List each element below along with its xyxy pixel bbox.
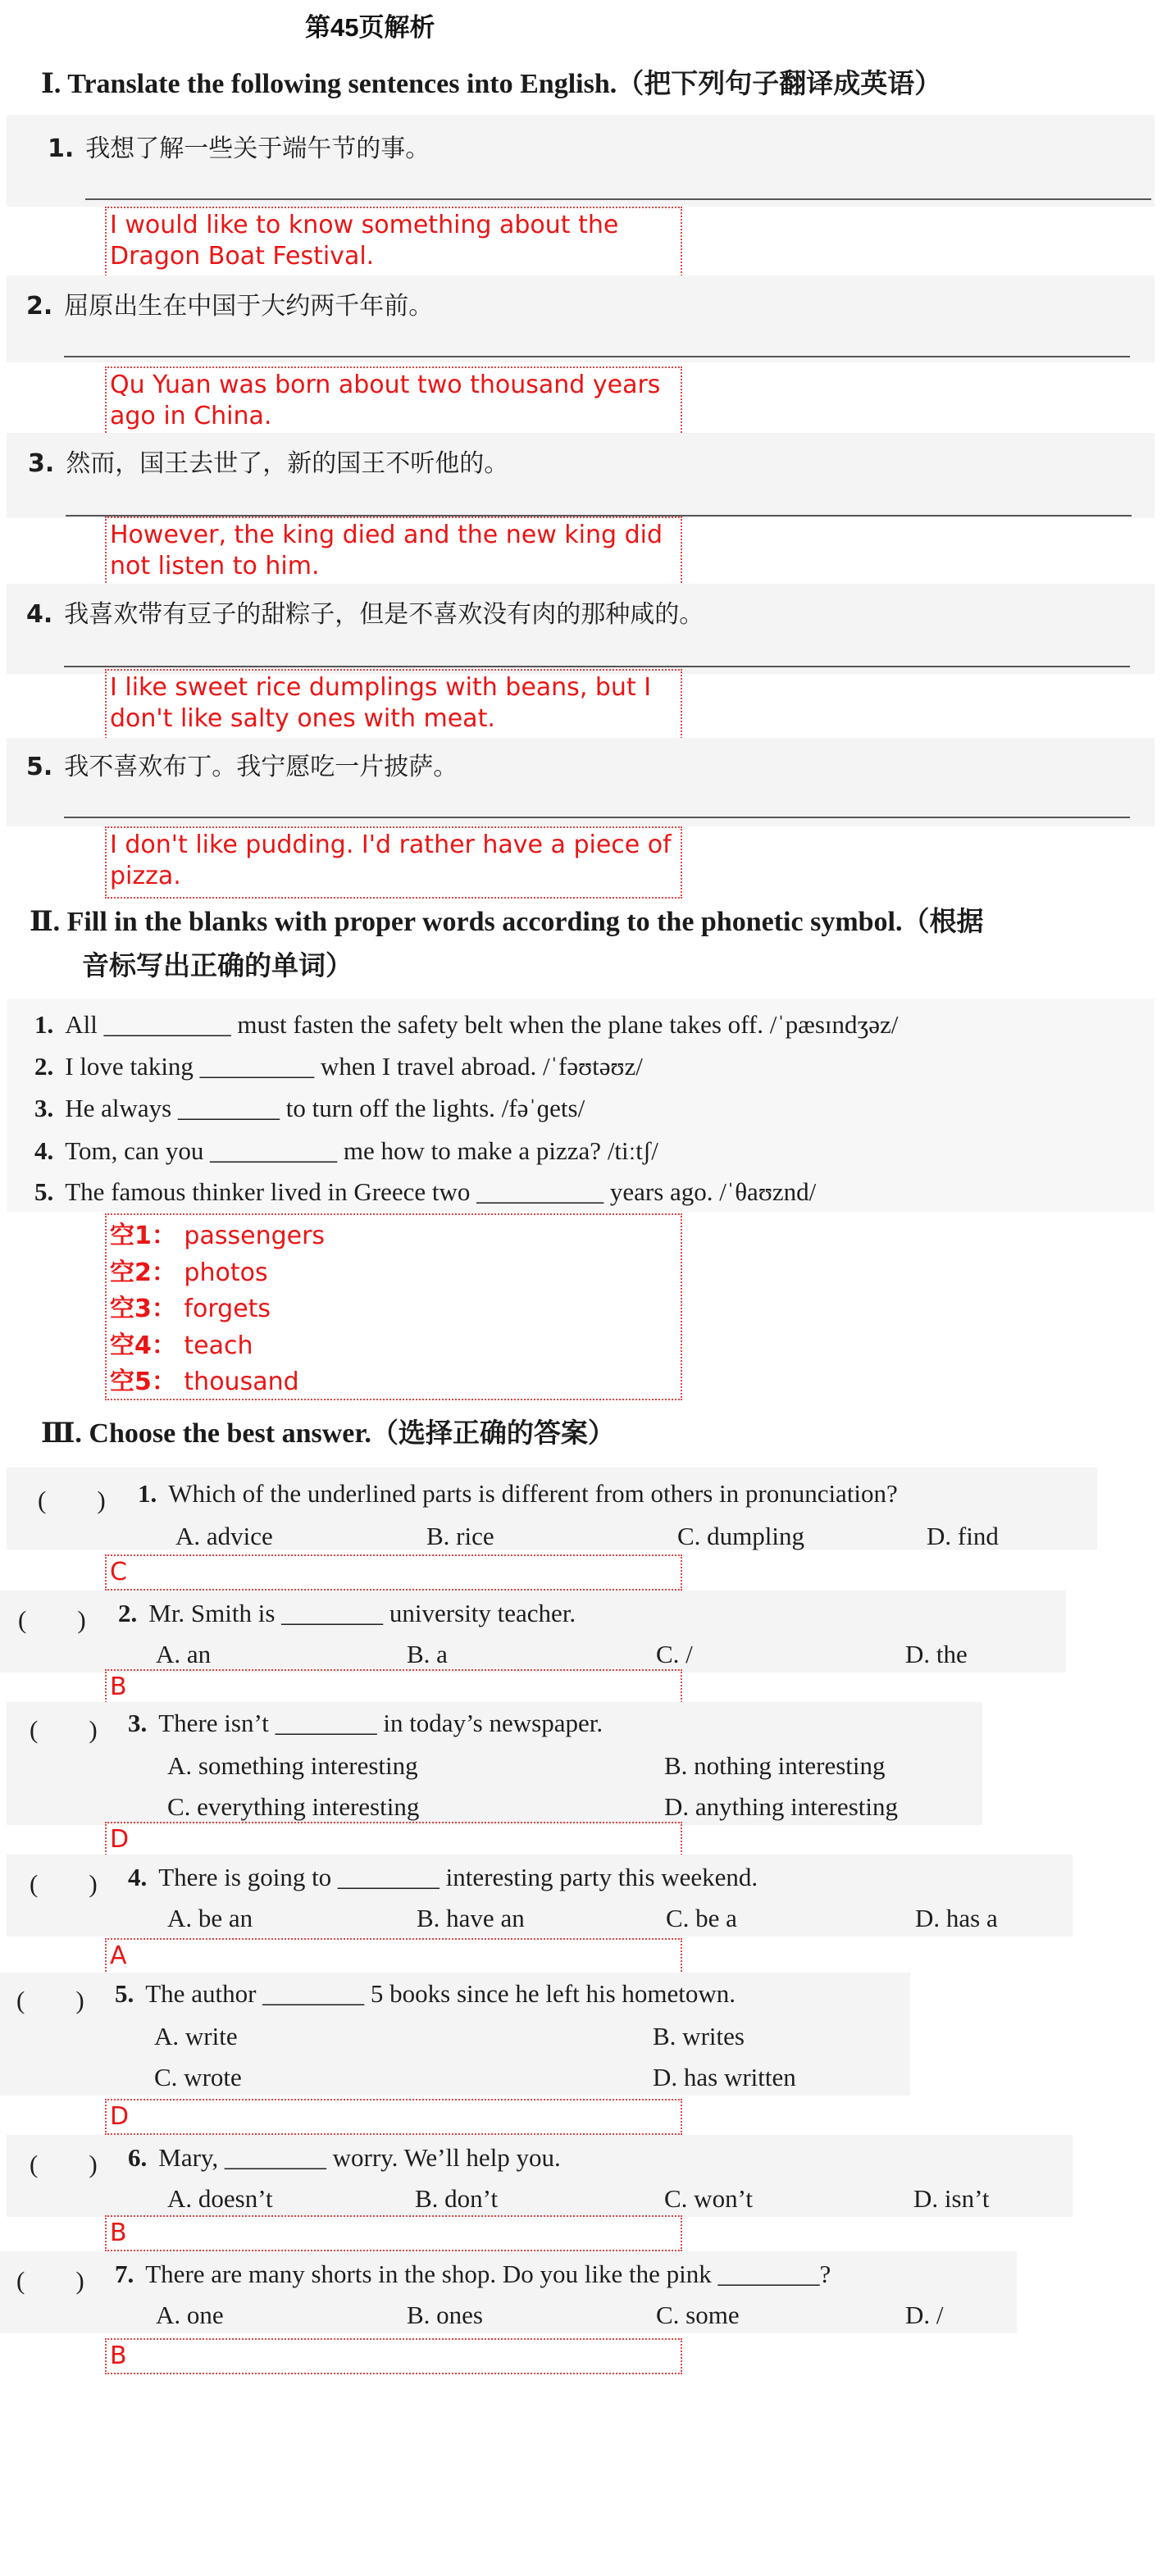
answer-paren: ( ) bbox=[16, 2266, 84, 2295]
translate-item-3: 3. 然而，国王去世了，新的国王不听他的。 bbox=[28, 449, 509, 478]
answer-box-2 bbox=[105, 1213, 682, 1400]
option-2d: D. the bbox=[905, 1640, 968, 1668]
answer-box-1-2: Qu Yuan was born about two thousand years ago in China. bbox=[105, 366, 682, 439]
choice-item-5: 5. The author ________ 5 books since he left his hometown. bbox=[115, 1979, 736, 2008]
option-6d: D. isn’t bbox=[913, 2184, 990, 2213]
section-1-title-cn: （把下列句子翻译成英语） bbox=[617, 67, 942, 99]
answer-line bbox=[85, 198, 1151, 200]
fill-item-5: 5. The famous thinker lived in Greece two __________ years ago. /ˈθaʊznd/ bbox=[34, 1177, 817, 1206]
option-1c: C. dumpling bbox=[677, 1522, 805, 1550]
section-3-title-en: Choose the best answer. bbox=[89, 1418, 371, 1449]
option-2c: C. / bbox=[656, 1640, 693, 1668]
section-2-title-en: Fill in the blanks with proper words according to the phonetic symbol. bbox=[66, 907, 903, 937]
answer-paren: ( ) bbox=[18, 1605, 86, 1634]
answer-blank-5: 空5： thousand bbox=[110, 1368, 299, 1396]
option-4b: B. have an bbox=[417, 1904, 525, 1932]
choice-item-7: 7. There are many shorts in the shop. Do you like the pink ________? bbox=[115, 2260, 831, 2288]
translate-item-1: 1. 我想了解一些关于端午节的事。 bbox=[48, 134, 430, 163]
answer-paren: ( ) bbox=[38, 1486, 106, 1514]
option-3b: B. nothing interesting bbox=[664, 1751, 886, 1780]
section-2-title-cn-1: （根据 bbox=[902, 905, 984, 937]
option-1b: B. rice bbox=[426, 1522, 494, 1550]
option-2a: A. an bbox=[156, 1640, 212, 1668]
option-3a: A. something interesting bbox=[167, 1751, 418, 1780]
answer-line bbox=[64, 817, 1130, 818]
answer-blank-3: 空3： forgets bbox=[110, 1295, 271, 1323]
option-1d: D. find bbox=[927, 1522, 999, 1550]
option-3c: C. everything interesting bbox=[167, 1792, 420, 1821]
translate-item-4: 4. 我喜欢带有豆子的甜粽子，但是不喜欢没有肉的那种咸的。 bbox=[26, 600, 704, 629]
option-7a: A. one bbox=[156, 2301, 224, 2329]
option-5c: C. wrote bbox=[154, 2063, 242, 2091]
option-6b: B. don’t bbox=[415, 2184, 499, 2213]
section-3-heading bbox=[41, 1412, 615, 1450]
section-2-heading-line2: 音标写出正确的单词） bbox=[82, 949, 353, 981]
answer-blank-4: 空4： teach bbox=[110, 1331, 253, 1360]
option-7d: D. / bbox=[905, 2301, 944, 2329]
answer-line bbox=[64, 666, 1130, 667]
answer-box-3-6: B bbox=[105, 2215, 682, 2251]
translate-item-5: 5. 我不喜欢布丁。我宁愿吃一片披萨。 bbox=[26, 753, 458, 781]
option-1a: A. advice bbox=[175, 1522, 273, 1550]
option-5d: D. has written bbox=[653, 2063, 796, 2091]
option-7c: C. some bbox=[656, 2301, 740, 2329]
section-2-heading bbox=[30, 900, 984, 939]
option-4c: C. be a bbox=[666, 1904, 737, 1932]
answer-box-1-3: However, the king died and the new king did not listen to him. bbox=[105, 517, 682, 589]
choice-item-1: 1. Which of the underlined parts is different from others in pronunciation? bbox=[138, 1479, 898, 1508]
option-4a: A. be an bbox=[167, 1904, 253, 1932]
choice-item-3: 3. There isn’t ________ in today’s newspaper. bbox=[128, 1709, 603, 1737]
fill-item-1: 1. All __________ must fasten the safety belt when the plane takes off. /ˈpæsɪndʒəz/ bbox=[34, 1010, 899, 1039]
answer-paren: ( ) bbox=[30, 1715, 98, 1744]
section-3-title-cn: （选择正确的答案） bbox=[371, 1417, 615, 1449]
choice-item-6: 6. Mary, ________ worry. We’ll help you. bbox=[128, 2143, 561, 2172]
answer-paren: ( ) bbox=[30, 1869, 98, 1898]
option-6c: C. won’t bbox=[664, 2184, 753, 2213]
section-3-numeral: Ⅲ. bbox=[41, 1418, 82, 1449]
answer-box-1-5: I don't like pudding. I'd rather have a piece of pizza. bbox=[105, 826, 682, 899]
answer-paren: ( ) bbox=[16, 1986, 84, 2014]
page-title: 第45页解析 bbox=[305, 13, 435, 42]
option-3d: D. anything interesting bbox=[664, 1792, 898, 1821]
choice-item-4: 4. There is going to ________ interesting party this weekend. bbox=[128, 1863, 758, 1891]
section-1-numeral: Ⅰ. bbox=[41, 69, 61, 99]
answer-blank-1: 空1： passengers bbox=[110, 1222, 326, 1250]
translate-item-2: 2. 屈原出生在中国于大约两千年前。 bbox=[26, 292, 434, 321]
answer-box-3-7: B bbox=[105, 2338, 682, 2374]
answer-box-3-2: B bbox=[105, 1669, 682, 1705]
option-6a: A. doesn’t bbox=[167, 2184, 273, 2213]
answer-box-3-3: D bbox=[105, 1822, 682, 1858]
answer-line bbox=[64, 356, 1130, 357]
fill-item-2: 2. I love taking _________ when I travel abroad. /ˈfəʊtəʊz/ bbox=[34, 1052, 643, 1081]
answer-box-1-4: I like sweet rice dumplings with beans, but I don't like salty ones with meat. bbox=[105, 669, 682, 741]
answer-box-3-5: D bbox=[105, 2099, 682, 2135]
option-7b: B. ones bbox=[407, 2301, 483, 2329]
section-1-title-en: Translate the following sentences into English. bbox=[67, 69, 617, 99]
answer-box-1-1: I would like to know something about the Dragon Boat Festival. bbox=[105, 207, 682, 279]
choice-item-2: 2. Mr. Smith is ________ university teacher. bbox=[118, 1599, 576, 1627]
answer-box-3-4: A bbox=[105, 1938, 682, 1974]
fill-item-4: 4. Tom, can you __________ me how to make a pizza? /tiːtʃ/ bbox=[34, 1136, 658, 1165]
option-5b: B. writes bbox=[653, 2022, 745, 2050]
option-4d: D. has a bbox=[915, 1904, 998, 1932]
option-5a: A. write bbox=[154, 2022, 238, 2050]
answer-paren: ( ) bbox=[30, 2150, 98, 2178]
answer-box-3-1: C bbox=[105, 1554, 682, 1591]
option-2b: B. a bbox=[407, 1640, 448, 1668]
section-2-numeral: Ⅱ. bbox=[30, 907, 61, 937]
section-1-heading bbox=[41, 62, 941, 101]
answer-blank-2: 空2： photos bbox=[110, 1258, 268, 1287]
fill-item-3: 3. He always ________ to turn off the lights. /fəˈɡets/ bbox=[34, 1094, 585, 1122]
